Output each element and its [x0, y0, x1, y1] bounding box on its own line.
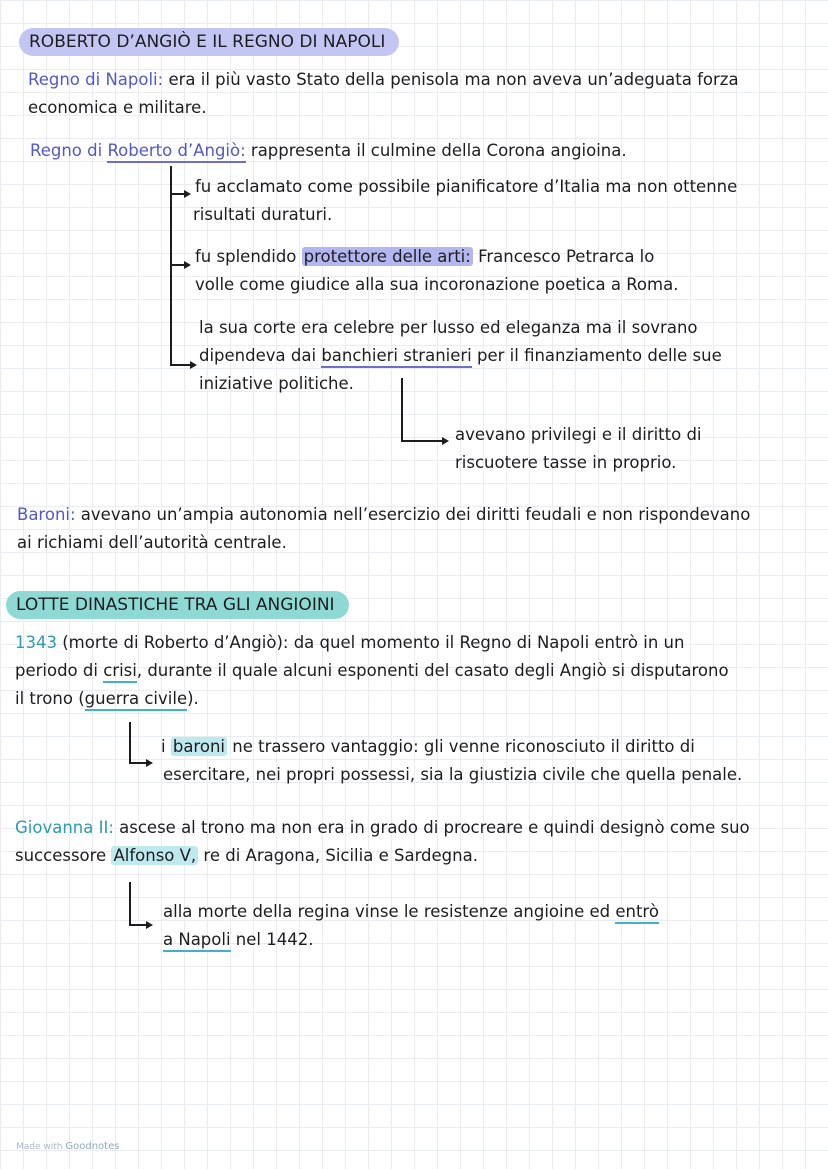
bracket-arrow-line-2: [170, 264, 185, 266]
paragraph-baroni: Baroni: avevano un’ampia autonomia nell’esercizio dei diritti feudali e non rispondevano: [17, 505, 751, 524]
branch-corte-line3: iniziative politiche.: [199, 374, 354, 393]
paragraph-1343-line3: il trono (guerra civile).: [15, 685, 199, 713]
arrow-icon: [184, 261, 191, 269]
arrow-icon: [184, 190, 191, 198]
paragraph-giovanna: Giovanna II: ascese al trono ma non era in grado di procreare e quindi designò come suo: [15, 818, 750, 837]
bracket-arrow-line: [129, 762, 147, 764]
branch-pianificatore-line2: risultati duraturi.: [193, 205, 333, 224]
paragraph-regno-napoli-line2: economica e militare.: [28, 98, 207, 117]
bracket-vertical-line: [129, 882, 131, 926]
arrow-icon: [190, 361, 197, 369]
branch-protettore-arti-line2: volle come giudice alla sua incoronazione poetica a Roma.: [195, 275, 679, 294]
sub-bracket-arrow-line: [401, 440, 443, 442]
goodnotes-brand: Goodnotes: [65, 1141, 120, 1152]
term-roberto-dangio: Roberto d’Angiò:: [107, 141, 245, 163]
paragraph-1343-line2: periodo di crisi, durante il quale alcuni esponenti del casato degli Angiò si disputarono: [15, 657, 729, 685]
underline-banchieri-stranieri: banchieri stranieri: [321, 346, 471, 368]
sub-bracket-vertical-line: [401, 378, 403, 442]
highlight-protettore-arti: protettore delle arti:: [303, 247, 471, 266]
underline-a-napoli: a Napoli: [163, 930, 231, 952]
underline-guerra-civile: guerra civile: [85, 689, 187, 711]
term-regno-roberto: Regno di: [30, 141, 108, 160]
bracket-vertical-line: [129, 722, 131, 764]
arrow-icon: [146, 921, 153, 929]
branch-napoli-line2: a Napoli nel 1442.: [163, 926, 313, 954]
paragraph-baroni-line2: ai richiami dell’autorità centrale.: [17, 533, 287, 552]
underline-entro: entrò: [615, 902, 659, 924]
highlight-alfonso-v: Alfonso V,: [113, 846, 197, 865]
branch-corte: la sua corte era celebre per lusso ed eleganza ma il sovrano: [199, 318, 698, 337]
sub-branch-privilegi: avevano privilegi e il diritto di: [455, 425, 702, 444]
paragraph-1343: 1343 (morte di Roberto d’Angiò): da quel momento il Regno di Napoli entrò in un: [15, 633, 685, 652]
underline-crisi: crisi: [103, 661, 137, 683]
paragraph-regno-roberto: Regno di Roberto d’Angiò: rappresenta il culmine della Corona angioina.: [30, 137, 627, 165]
branch-pianificatore: fu acclamato come possibile pianificatore d’Italia ma non ottenne: [195, 177, 738, 196]
branch-protettore-arti: fu splendido protettore delle arti: Francesco Petrarca lo: [195, 247, 655, 266]
bracket-arrow-line-1: [170, 193, 185, 195]
sub-branch-privilegi-line2: riscuotere tasse in proprio.: [455, 453, 677, 472]
paragraph-giovanna-line2: successore Alfonso V, re di Aragona, Sicilia e Sardegna.: [15, 846, 478, 865]
term-regno-napoli: Regno di Napoli:: [28, 70, 164, 89]
term-giovanna-ii: Giovanna II:: [15, 818, 114, 837]
made-with-goodnotes-footer: Made with Goodnotes: [16, 1141, 120, 1152]
term-baroni: Baroni:: [17, 505, 76, 524]
section-title-lotte-dinastiche: LOTTE DINASTICHE TRA GLI ANGIOINI: [6, 591, 349, 619]
branch-baroni-vantaggio: i baroni ne trassero vantaggio: gli venne riconosciuto il diritto di: [161, 737, 695, 756]
highlight-baroni: baroni: [172, 737, 225, 756]
bracket-arrow-line: [129, 924, 147, 926]
bracket-arrow-line-3: [170, 364, 192, 366]
section-title-roberto: ROBERTO D’ANGIÒ E IL REGNO DI NAPOLI: [19, 28, 399, 56]
arrow-icon: [442, 437, 449, 445]
arrow-icon: [146, 759, 153, 767]
paragraph-regno-napoli: Regno di Napoli: era il più vasto Stato della penisola ma non aveva un’adeguata forza: [28, 70, 739, 89]
term-1343: 1343: [15, 633, 57, 652]
branch-corte-line2: dipendeva dai banchieri stranieri per il finanziamento delle sue: [199, 342, 722, 370]
branch-baroni-vantaggio-line2: esercitare, nei propri possessi, sia la giustizia civile che quella penale.: [163, 765, 743, 784]
branch-napoli: alla morte della regina vinse le resistenze angioine ed entrò: [163, 898, 659, 926]
